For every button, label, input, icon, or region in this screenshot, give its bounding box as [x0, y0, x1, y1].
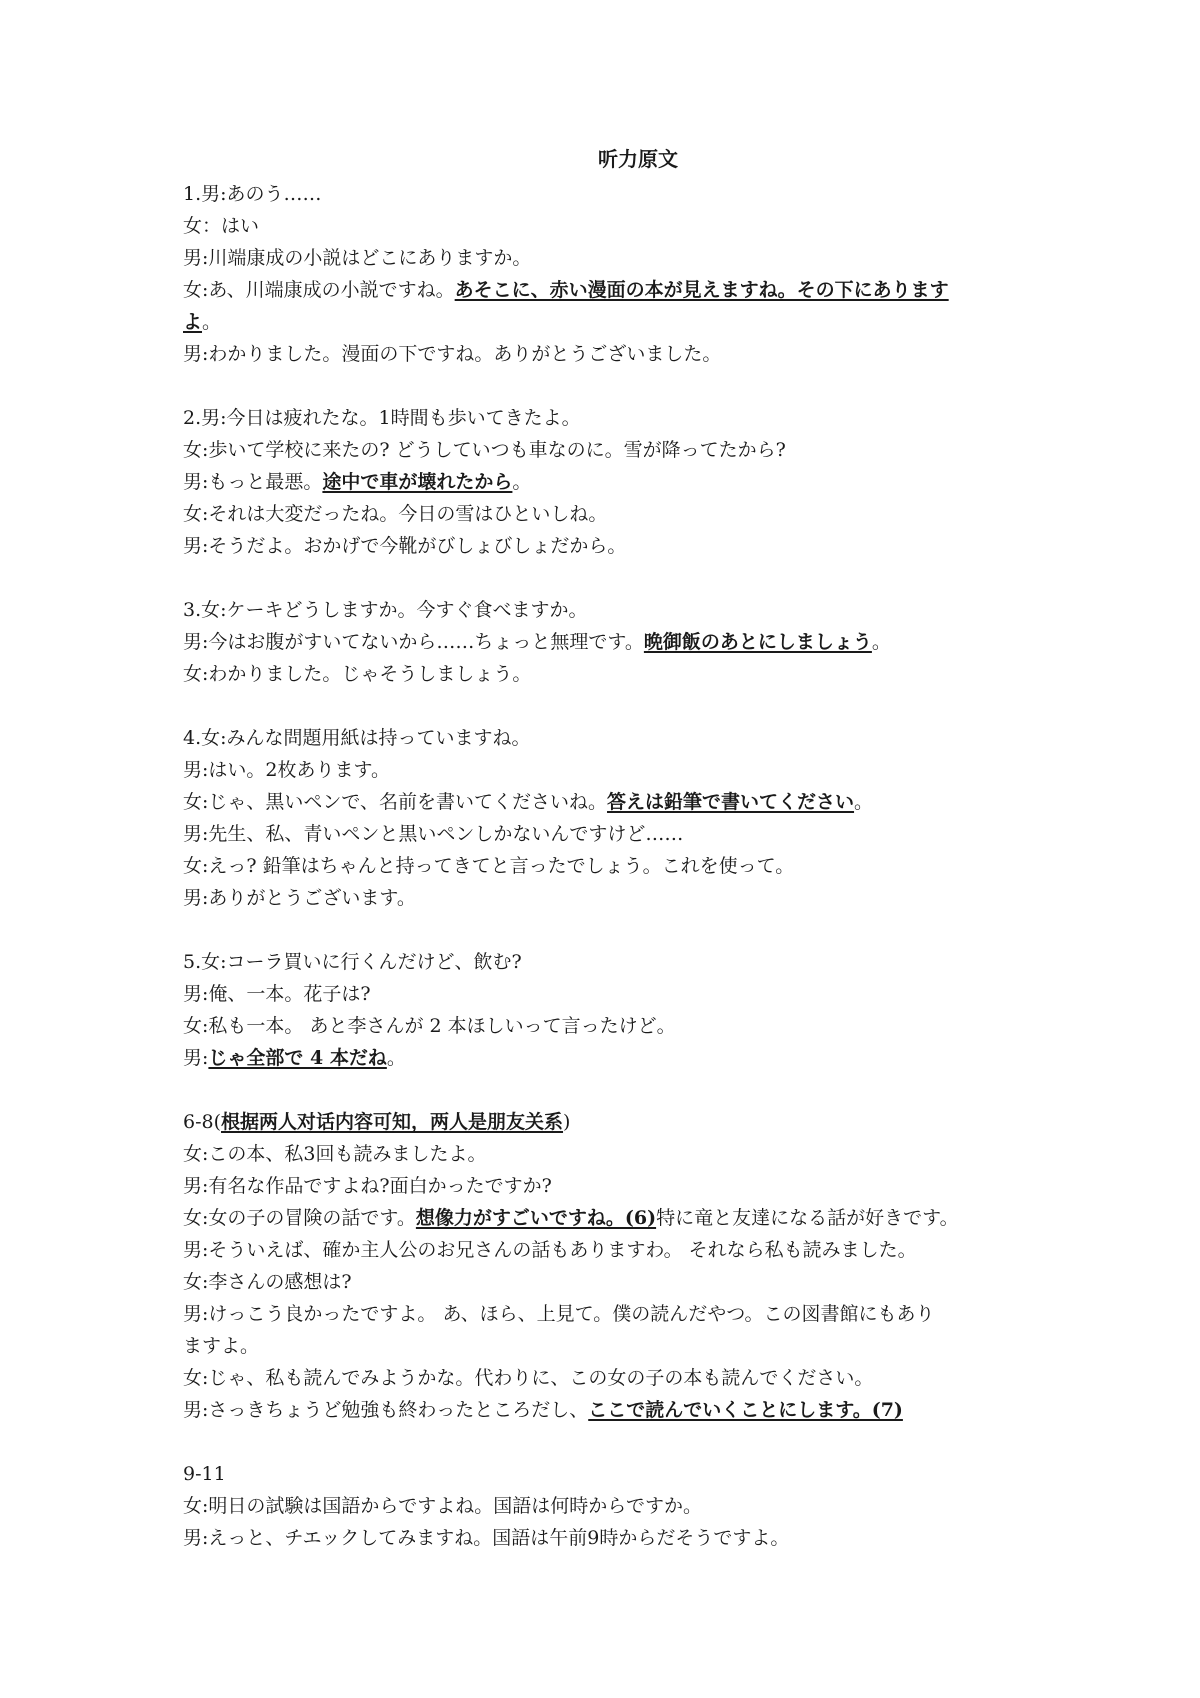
dialogue-text: 男:俺、一本。花子は? — [183, 983, 371, 1005]
blank-line — [183, 562, 1043, 594]
dialogue-text: 男:ありがとうございます。 — [183, 887, 416, 909]
dialogue-text: 2.男:今日は疲れたな。1時間も歩いてきたよ。 — [183, 407, 581, 429]
dialogue-text: 。 — [386, 1047, 406, 1069]
transcript-line — [183, 946, 1043, 978]
transcript-line — [183, 1490, 1043, 1522]
answer-highlight: よ — [183, 311, 203, 333]
blank-line — [183, 370, 1043, 402]
dialogue-text: 。 — [202, 311, 222, 333]
dialogue-text: 女:じゃ、私も読んでみようかな。代わりに、この女の子の本も読んでください。 — [183, 1367, 874, 1389]
transcript-line — [183, 1362, 1043, 1394]
transcript-line — [183, 1394, 1043, 1426]
dialogue-text: 3.女:ケーキどうしますか。今すぐ食べますか。 — [183, 599, 588, 621]
transcript-line — [183, 1458, 1043, 1490]
answer-highlight: 晩御飯のあとにしましょう — [643, 631, 872, 653]
dialogue-text: 女:この本、私3回も読みましたよ。 — [183, 1143, 487, 1165]
dialogue-text: 女:わかりました。じゃそうしましょう。 — [183, 663, 532, 685]
transcript-line — [183, 722, 1043, 754]
transcript-line — [183, 306, 1043, 338]
dialogue-text: 女:女の子の冒険の話です。 — [183, 1207, 416, 1229]
document-page — [183, 145, 1043, 1554]
transcript-line — [183, 1138, 1043, 1170]
answer-highlight: あそこに、赤い漫面の本が見えますね。その下にあります — [454, 279, 949, 301]
transcript-line — [183, 530, 1043, 562]
transcript-line — [183, 626, 1043, 658]
transcript-line — [183, 1010, 1043, 1042]
answer-highlight: じゃ全部で 4 本だね — [208, 1047, 387, 1069]
dialogue-text: 特に竜と友達になる話が好きです。 — [656, 1207, 959, 1229]
dialogue-text: 6-8( — [183, 1111, 222, 1133]
dialogue-text: 女:李さんの感想は? — [183, 1271, 352, 1293]
dialogue-text: 4.女:みんな問題用紙は持っていますね。 — [183, 727, 531, 749]
document-title: 听力原文 — [598, 147, 678, 171]
dialogue-text: 男:さっきちょうど勉強も終わったところだし、 — [183, 1399, 589, 1421]
transcript-line — [183, 658, 1043, 690]
dialogue-text: 女：はい — [183, 215, 260, 237]
dialogue-text: 男: — [183, 1047, 209, 1069]
blank-line — [183, 690, 1043, 722]
transcript-line — [183, 594, 1043, 626]
transcript-line — [183, 1170, 1043, 1202]
dialogue-text: ますよ。 — [183, 1335, 260, 1357]
transcript-line — [183, 1106, 1043, 1138]
transcript-line — [183, 1330, 1043, 1362]
transcript-line — [183, 498, 1043, 530]
dialogue-text: 男:そういえば、確か主人公のお兄さんの話もありますわ。 それなら私も読みました。 — [183, 1239, 917, 1261]
answer-highlight: 根据两人对话内容可知，两人是朋友关系 — [221, 1111, 564, 1133]
transcript-line — [183, 1234, 1043, 1266]
dialogue-text: 男:そうだよ。おかげで今靴がびしょびしょだから。 — [183, 535, 627, 557]
dialogue-text: 女:私も一本。 あと李さんが 2 本ほしいって言ったけど。 — [183, 1015, 676, 1037]
dialogue-text: 女:じゃ、黒いペンで、名前を書いてくださいね。 — [183, 791, 608, 813]
transcript-line — [183, 402, 1043, 434]
dialogue-text: 。 — [871, 631, 891, 653]
dialogue-text: 女:あ、川端康成の小説ですね。 — [183, 279, 455, 301]
transcript-line — [183, 338, 1043, 370]
transcript-line — [183, 274, 1043, 306]
answer-highlight: ここで読んでいくことにします。(7) — [588, 1399, 903, 1421]
dialogue-text: 女:歩いて学校に来たの? どうしていつも車なのに。雪が降ってたから? — [183, 439, 786, 461]
dialogue-text: 男:けっこう良かったですよ。 あ、ほら、上見て。僕の読んだやつ。この図書館にもあり — [183, 1303, 935, 1325]
transcript-line — [183, 850, 1043, 882]
transcript-line — [183, 178, 1043, 210]
dialogue-text: 男:有名な作品ですよね?面白かったですか? — [183, 1175, 552, 1197]
transcript-line — [183, 978, 1043, 1010]
dialogue-text: ) — [563, 1111, 571, 1133]
dialogue-text: 9-11 — [183, 1463, 226, 1485]
dialogue-text: 男:今はお腹がすいてないから……ちょっと無理です。 — [183, 631, 644, 653]
transcript-line — [183, 1202, 1043, 1234]
dialogue-text: 1.男:あのう…… — [183, 183, 322, 205]
answer-highlight: 答えは鉛筆で書いてください — [607, 791, 855, 813]
dialogue-text: 女:えっ? 鉛筆はちゃんと持ってきてと言ったでしょう。これを使って。 — [183, 855, 795, 877]
transcript-line — [183, 434, 1043, 466]
transcript-line — [183, 466, 1043, 498]
transcript-line — [183, 754, 1043, 786]
answer-highlight: 想像力がすごいですね。(6) — [415, 1207, 657, 1229]
transcript-line — [183, 1298, 1043, 1330]
transcript-line — [183, 882, 1043, 914]
transcript-line — [183, 1266, 1043, 1298]
dialogue-text: 男:川端康成の小説はどこにありますか。 — [183, 247, 532, 269]
dialogue-text: 5.女:コーラ買いに行くんだけど、飲む? — [183, 951, 522, 973]
transcript-line — [183, 786, 1043, 818]
transcript-line — [183, 242, 1043, 274]
dialogue-text: 男:わかりました。漫面の下ですね。ありがとうございました。 — [183, 343, 722, 365]
dialogue-text: 女:それは大変だったね。今日の雪はひといしね。 — [183, 503, 608, 525]
blank-line — [183, 1426, 1043, 1458]
dialogue-text: 男:先生、私、青いペンと黒いペンしかないんですけど…… — [183, 823, 684, 845]
dialogue-text: 男:もっと最悪。 — [183, 471, 323, 493]
dialogue-text: 。 — [512, 471, 532, 493]
document-body — [183, 178, 1043, 1554]
blank-line — [183, 1074, 1043, 1106]
transcript-line — [183, 818, 1043, 850]
blank-line — [183, 914, 1043, 946]
dialogue-text: 女:明日の試験は国語からですよね。国語は何時からですか。 — [183, 1495, 703, 1517]
dialogue-text: 男:はい。2枚あります。 — [183, 759, 390, 781]
answer-highlight: 途中で車が壊れたから — [322, 471, 513, 493]
transcript-line — [183, 1522, 1043, 1554]
dialogue-text: 男:えっと、チエックしてみますね。国語は午前9時からだそうですよ。 — [183, 1527, 790, 1549]
transcript-line — [183, 1042, 1043, 1074]
dialogue-text: 。 — [854, 791, 874, 813]
transcript-line — [183, 210, 1043, 242]
